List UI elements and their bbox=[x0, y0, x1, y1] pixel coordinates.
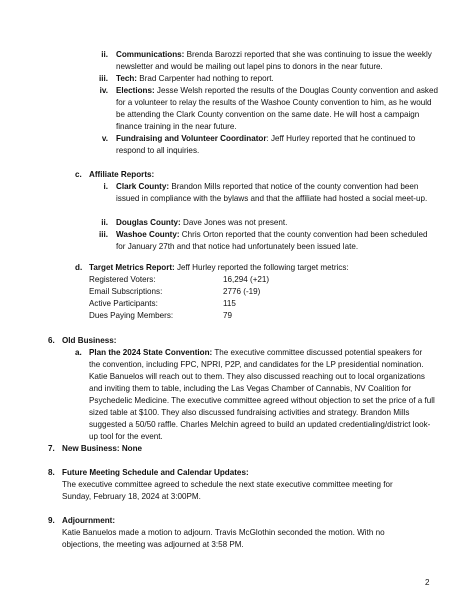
item-numeral: ii. bbox=[101, 50, 108, 59]
item-text: : Jeff Hurley reported that he continued to respond to all inquiries. bbox=[116, 134, 416, 155]
item-text: Chris Orton reported that the county convention had been scheduled for January 27th and that notice had unfortunately been issued late. bbox=[116, 230, 428, 251]
item-label: Douglas County: bbox=[116, 218, 181, 227]
future-meeting-heading: Future Meeting Schedule and Calendar Updates: bbox=[62, 468, 249, 477]
page-number: 2 bbox=[425, 578, 430, 587]
communications-report bbox=[116, 49, 436, 73]
elections-report bbox=[116, 85, 438, 133]
subsection-letter: a. bbox=[75, 348, 82, 357]
item-numeral: iii. bbox=[99, 74, 108, 83]
adjournment-heading: Adjournment: bbox=[62, 516, 116, 525]
section-number: 6. bbox=[48, 336, 55, 345]
subsection-text: The executive committee discussed potential speakers for the convention, including FPC, NPRI, P2P, and candidates for the LP presidential nomination. Katie Banuelos will reach out to them. They also discussed reaching out to local organizations and inviting them to table, including the Las Vegas Chamber of Cannabis, NV Coalition for Psychedelic Medicine. The executive committee agreed without objection to set the price of a full sized table at $100. They also discussed fundraising activities and strategy. Brandon Mills suggested a 50/50 raffle. Charles Melchin agreed to build an updated credentialing/district look-up tool for the event. bbox=[89, 348, 435, 441]
metric-label: Registered Voters: bbox=[89, 275, 156, 284]
tech-report bbox=[116, 73, 436, 85]
section-number: 7. bbox=[48, 444, 55, 453]
item-text: Brad Carpenter had nothing to report. bbox=[137, 74, 274, 83]
item-text: Brenda Barozzi reported that she was continuing to issue the weekly newsletter and would be mailing out lapel pins to donors in the near future. bbox=[116, 50, 432, 71]
section-letter: d. bbox=[75, 263, 83, 272]
item-label: Clark County: bbox=[116, 182, 170, 191]
item-label: Elections: bbox=[116, 86, 155, 95]
douglas-county-report bbox=[116, 217, 436, 229]
metric-label: Active Participants: bbox=[89, 299, 158, 308]
metric-value: 2776 (-19) bbox=[223, 287, 261, 296]
fundraising-report bbox=[116, 133, 436, 157]
item-label: Fundraising and Volunteer Coordinator bbox=[116, 134, 267, 143]
target-metrics-intro bbox=[89, 262, 429, 274]
section-number: 8. bbox=[48, 468, 55, 477]
subsection-heading: Plan the 2024 State Convention: bbox=[89, 348, 213, 357]
state-convention-plan bbox=[89, 347, 435, 443]
metric-label: Email Subscriptions: bbox=[89, 287, 163, 296]
item-numeral: iv. bbox=[99, 86, 108, 95]
adjournment-text: Katie Banuelos made a motion to adjourn. Travis McGlothin seconded the motion. With no objections, the meeting was adjourned at 3:58 PM. bbox=[62, 528, 385, 549]
washoe-county-report bbox=[116, 229, 436, 253]
future-meeting-text: The executive committee agreed to schedule the next state executive committee meeting for Sunday, February 18, 2024 at 3:00PM. bbox=[62, 480, 393, 501]
item-numeral: ii. bbox=[101, 218, 108, 227]
old-business-heading: Old Business: bbox=[62, 336, 117, 345]
item-numeral: v. bbox=[101, 134, 108, 143]
item-text: Brandon Mills reported that notice of the county convention had been issued in compliance with the bylaws and that the affiliate had hosted a social meet-up. bbox=[116, 182, 428, 203]
item-numeral: i. bbox=[103, 182, 108, 191]
item-label: Communications: bbox=[116, 50, 185, 59]
metric-value: 79 bbox=[223, 311, 233, 320]
new-business-heading: New Business: None bbox=[62, 444, 143, 453]
item-text: Dave Jones was not present. bbox=[180, 218, 288, 227]
item-label: Tech: bbox=[116, 74, 137, 83]
item-label: Washoe County: bbox=[116, 230, 180, 239]
affiliate-reports-heading: Affiliate Reports: bbox=[89, 170, 155, 179]
item-text: Jesse Welsh reported the results of the Douglas County convention and asked for a volunteer to relay the results of the Washoe County convention to him, as he would be attending the Clark County convention on the same date. He will host a campaign finance training in the near future. bbox=[116, 86, 438, 131]
metric-value: 115 bbox=[223, 299, 236, 308]
metric-label: Dues Paying Members: bbox=[89, 311, 174, 320]
metric-value: 16,294 (+21) bbox=[223, 275, 270, 284]
section-letter: c. bbox=[75, 170, 82, 179]
section-number: 9. bbox=[48, 516, 55, 525]
target-metrics-heading: Target Metrics Report: bbox=[89, 263, 175, 272]
clark-county-report bbox=[116, 181, 436, 205]
item-numeral: iii. bbox=[99, 230, 108, 239]
target-metrics-text: Jeff Hurley reported the following target metrics: bbox=[174, 263, 349, 272]
